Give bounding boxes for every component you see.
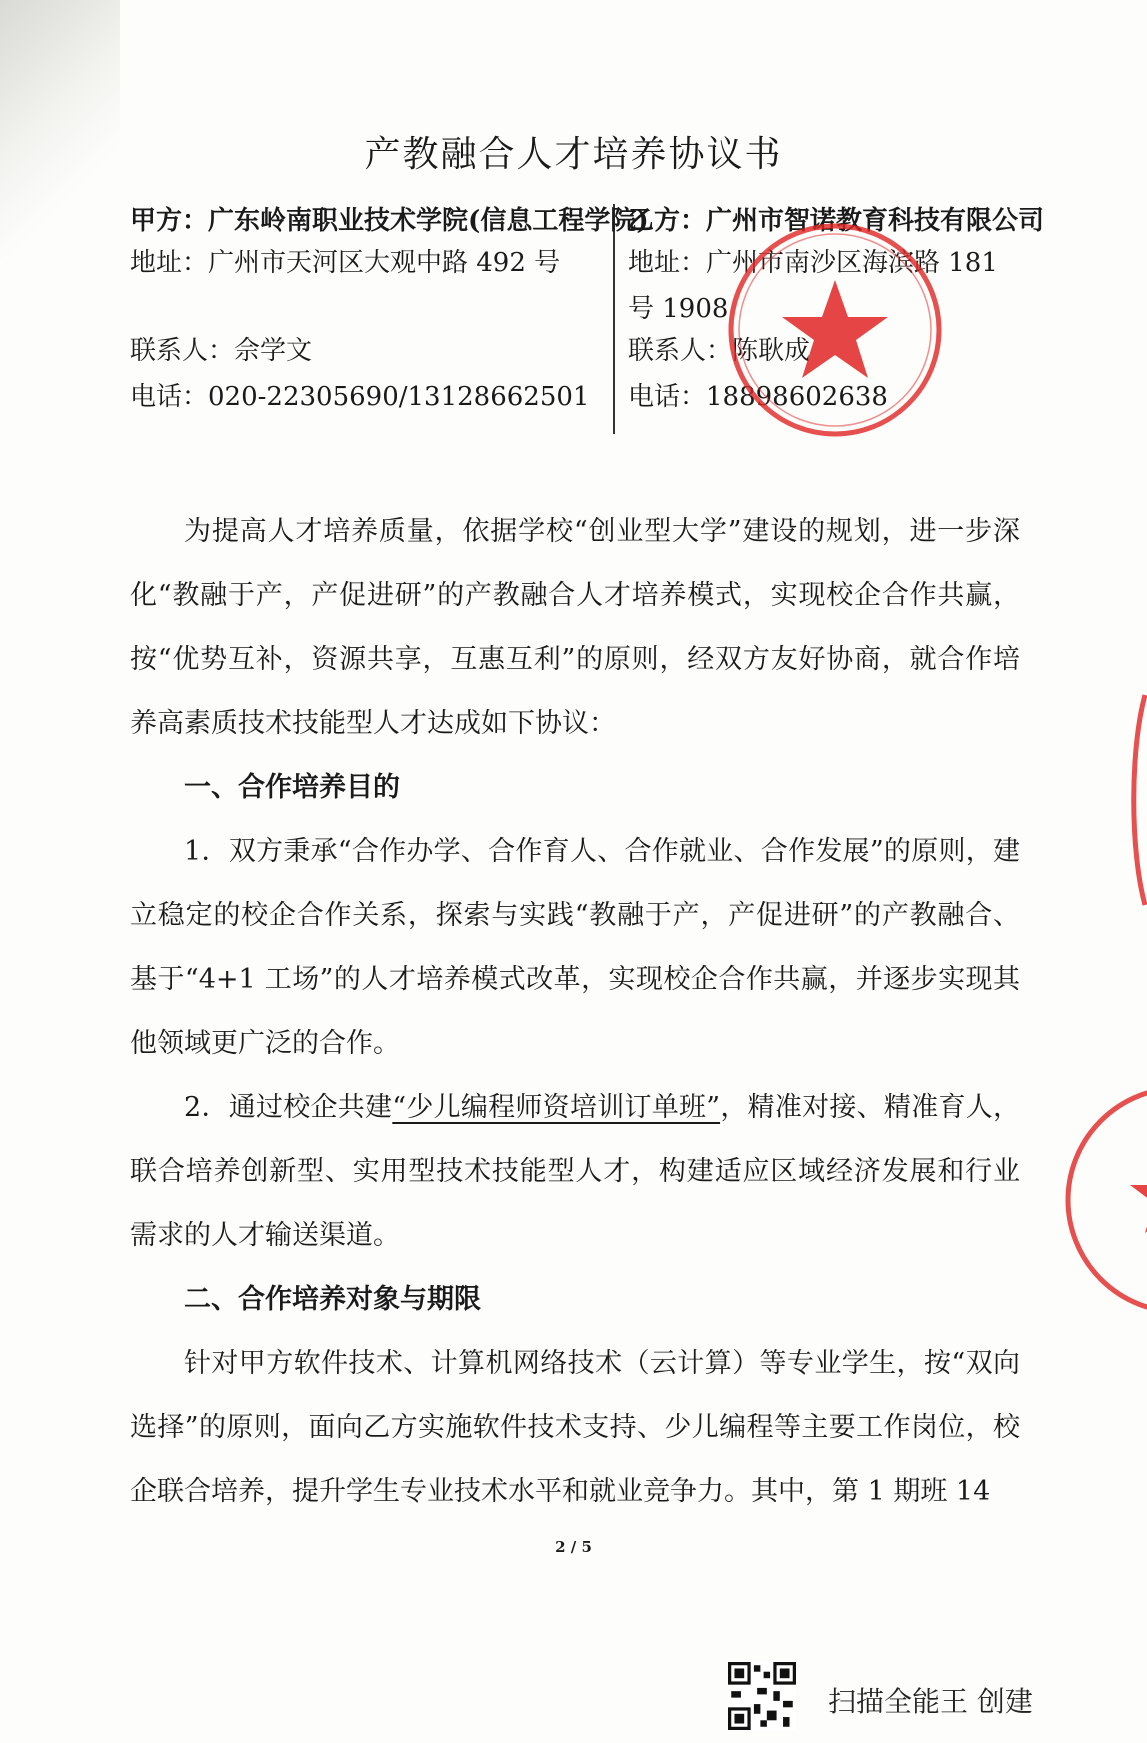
party-a-name-row (130, 200, 649, 237)
clause-2 (130, 1076, 1020, 1268)
scanner-app-credit: 扫描全能王 创建 (828, 1685, 1033, 1718)
clause-2-prefix: 2．通过校企共建 (184, 1092, 393, 1123)
party-b-name: 广州市智诺教育科技有限公司 (706, 206, 1045, 236)
party-b-address-line1: 地址：广州市南沙区海滨路 181 (628, 248, 998, 278)
section2-heading: 二、合作培养对象与期限 (184, 1284, 481, 1315)
school-seal-icon (1060, 1075, 1147, 1325)
party-a-label: 甲方： (130, 206, 209, 236)
intro-paragraph: 为提高人才培养质量，依据学校“创业型大学”建设的规划，进一步深化“教融于产，产促进研”的产教融合人才培养模式，实现校企合作共赢，按“优势互补，资源共享，互惠互利”的原则，经双方友好协商，就合作培养高素质技术技能型人才达成如下协议： (130, 516, 1020, 739)
party-a-phone: 电话：020-22305690/13128662501 (130, 382, 590, 412)
document-title: 产教融合人才培养协议书 (364, 134, 783, 175)
party-b-address-line2: 号 1908 (628, 294, 729, 324)
qr-code-icon (728, 1662, 796, 1730)
page-number: 2 / 5 (555, 1538, 592, 1556)
seal-fragment-icon (1125, 690, 1147, 910)
agreement-body (130, 500, 1020, 1524)
party-b-label: 乙方： (628, 206, 707, 236)
company-seal-icon (720, 215, 950, 445)
party-a-contact: 联系人：佘学文 (130, 336, 313, 366)
section1-heading: 一、合作培养目的 (184, 772, 400, 803)
party-b-phone: 电话：18898602638 (628, 382, 888, 412)
section2-paragraph: 针对甲方软件技术、计算机网络技术（云计算）等专业学生，按“双向选择”的原则，面向乙方实施软件技术支持、少儿编程等主要工作岗位，校企联合培养，提升学生专业技术水平和就业竞争力。其中，第 1 期班 14 (130, 1348, 1020, 1507)
clause-1: 1．双方秉承“合作办学、合作育人、合作就业、合作发展”的原则，建立稳定的校企合作关系，探索与实践“教融于产，产促进研”的产教融合、基于“4+1 工场”的人才培养模式改革，实现校企合作共赢，并逐步实现其他领域更广泛的合作。 (130, 836, 1020, 1059)
scanner-watermark (728, 1662, 1068, 1734)
clause-2-suffix: ，精准对接、精准育人，联合培养创新型、实用型技术技能型人才，构建适应区域经济发展和行业需求的人才输送渠道。 (130, 1092, 1020, 1251)
party-a-address: 地址：广州市天河区大观中路 492 号 (130, 248, 561, 278)
party-b-contact: 联系人：陈耿成 (628, 336, 811, 366)
party-a-name: 广东岭南职业技术学院(信息工程学院) (208, 206, 649, 236)
clause-2-class-name: “少儿编程师资培训订单班” (392, 1092, 721, 1123)
column-divider (613, 204, 615, 434)
